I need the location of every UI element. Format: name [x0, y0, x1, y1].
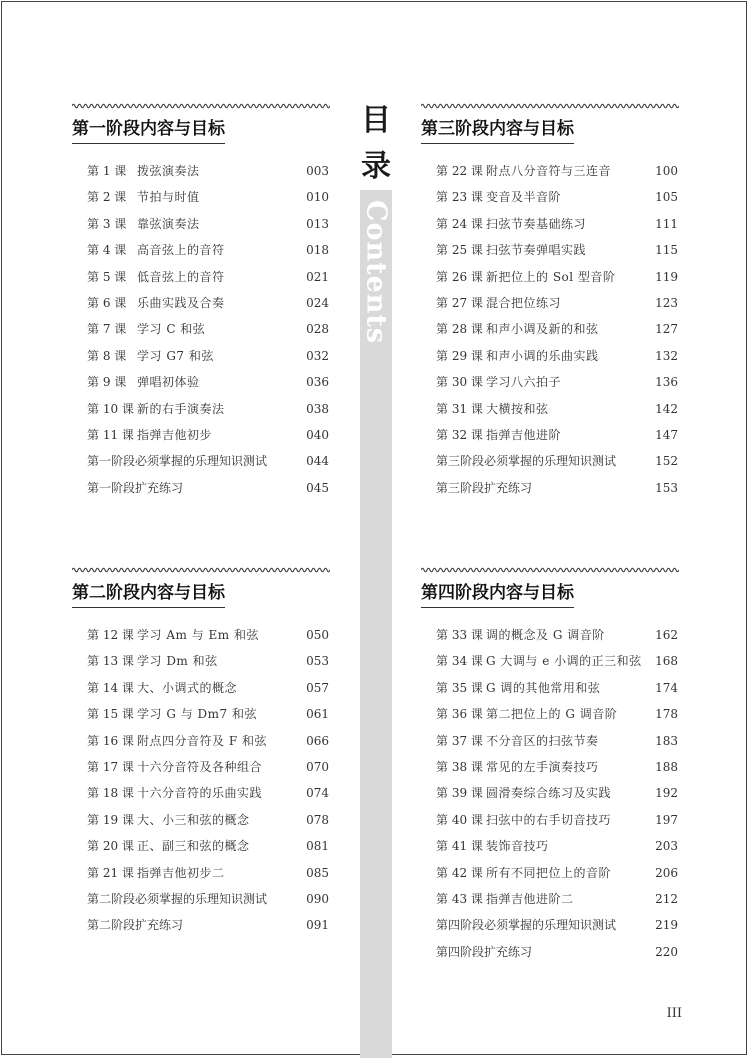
entry-title: 混合把位练习 — [486, 295, 562, 310]
toc-entry[interactable] — [87, 321, 329, 347]
entry-title: G 调的其他常用和弦 — [486, 680, 601, 695]
entry-page-number: 132 — [655, 348, 678, 363]
toc-entry[interactable] — [87, 865, 329, 891]
toc-entry[interactable] — [436, 785, 678, 811]
toc-entry[interactable] — [436, 480, 678, 506]
toc-entry[interactable] — [87, 427, 329, 453]
toc-entry[interactable] — [87, 785, 329, 811]
lesson-number: 第 5 课 — [87, 269, 127, 284]
lesson-number: 第 20 课 — [87, 839, 134, 854]
entry-page-number: 061 — [306, 707, 329, 722]
entry-page-number: 168 — [655, 654, 678, 669]
lesson-number: 第 38 课 — [436, 759, 483, 774]
toc-entry[interactable] — [87, 812, 329, 838]
entry-title: 第二阶段必须掌握的乐理知识测试 — [87, 891, 268, 906]
toc-entry[interactable] — [87, 295, 329, 321]
toc-entry[interactable] — [436, 374, 678, 400]
entry-title: 大横按和弦 — [486, 401, 549, 416]
toc-entry[interactable] — [436, 242, 678, 268]
toc-entry[interactable] — [87, 348, 329, 374]
entry-page-number: 152 — [655, 454, 678, 469]
entry-page-number: 203 — [655, 839, 678, 854]
toc-entry[interactable] — [436, 189, 678, 215]
entry-page-number: 115 — [655, 243, 678, 258]
entry-title: 十六分音符及各种组合 — [137, 759, 263, 774]
entry-title: 学习八六拍子 — [486, 375, 562, 390]
toc-list — [87, 163, 329, 506]
lesson-number: 第 12 课 — [87, 628, 134, 642]
entry-page-number: 070 — [306, 759, 329, 774]
entry-page-number: 053 — [306, 654, 329, 669]
toc-entry[interactable] — [436, 865, 678, 891]
lesson-number: 第 33 课 — [436, 628, 483, 642]
entry-page-number: 045 — [306, 480, 329, 495]
entry-title: 常见的左手演奏技巧 — [486, 759, 599, 774]
entry-title: 学习 C 和弦 — [137, 322, 206, 337]
entry-page-number: 178 — [655, 707, 678, 722]
lesson-number: 第 1 课 — [87, 164, 127, 178]
entry-page-number: 162 — [655, 628, 678, 642]
entry-title: 高音弦上的音符 — [137, 243, 225, 258]
toc-entry[interactable] — [436, 733, 678, 759]
toc-entry[interactable] — [436, 163, 678, 189]
toc-entry[interactable] — [87, 891, 329, 917]
lesson-number: 第 19 课 — [87, 812, 134, 827]
section-title: 第四阶段内容与目标 — [421, 582, 574, 608]
lesson-number: 第 11 课 — [87, 427, 134, 442]
entry-title: 十六分音符的乐曲实践 — [137, 786, 263, 801]
entry-page-number: 153 — [655, 480, 678, 495]
lesson-number: 第 21 课 — [87, 865, 134, 880]
entry-title: 学习 Am 与 Em 和弦 — [137, 628, 259, 642]
toc-entry[interactable] — [436, 653, 678, 679]
entry-title: 指弹吉他初步 — [137, 427, 213, 442]
contents-vertical-label: Contents — [360, 200, 392, 345]
lesson-number: 第 29 课 — [436, 348, 483, 363]
entry-page-number: 220 — [655, 944, 678, 959]
lesson-number: 第 8 课 — [87, 348, 127, 363]
lesson-number: 第 22 课 — [436, 164, 483, 178]
entry-page-number: 044 — [306, 454, 329, 469]
lesson-number: 第 24 课 — [436, 216, 483, 231]
entry-title: 装饰音技巧 — [486, 839, 549, 854]
toc-entry[interactable] — [436, 348, 678, 374]
lesson-number: 第 23 课 — [436, 190, 483, 205]
entry-title: 学习 Dm 和弦 — [137, 654, 218, 669]
entry-title: 学习 G7 和弦 — [137, 348, 214, 363]
lesson-number: 第 41 课 — [436, 839, 483, 854]
entry-title: 指弹吉他初步二 — [137, 865, 225, 880]
lesson-number: 第 14 课 — [87, 680, 134, 695]
entry-page-number: 018 — [306, 243, 329, 258]
lesson-number: 第 25 课 — [436, 243, 483, 258]
toc-entry[interactable] — [87, 733, 329, 759]
toc-entry[interactable] — [87, 374, 329, 400]
toc-entry[interactable] — [436, 401, 678, 427]
entry-title: 第四阶段必须掌握的乐理知识测试 — [436, 918, 617, 933]
lesson-number: 第 2 课 — [87, 190, 127, 205]
toc-entry[interactable] — [436, 917, 678, 943]
entry-page-number: 038 — [306, 401, 329, 416]
entry-page-number: 119 — [655, 269, 678, 284]
toc-title-char-1: 目 — [361, 103, 391, 138]
entry-title: 第一阶段扩充练习 — [87, 480, 184, 495]
lesson-number: 第 32 课 — [436, 427, 483, 442]
entry-title: 扫弦中的右手切音技巧 — [486, 812, 612, 827]
lesson-number: 第 31 课 — [436, 401, 483, 416]
entry-title: 第二阶段扩充练习 — [87, 918, 184, 933]
entry-title: 节拍与时值 — [137, 190, 200, 205]
lesson-number: 第 30 课 — [436, 375, 483, 390]
toc-list — [87, 627, 329, 944]
toc-entry[interactable] — [87, 401, 329, 427]
entry-page-number: 013 — [306, 216, 329, 231]
entry-title: 大、小三和弦的概念 — [137, 812, 250, 827]
toc-entry[interactable] — [87, 269, 329, 295]
wave-divider — [72, 102, 330, 110]
lesson-number: 第 16 课 — [87, 733, 134, 748]
entry-title: 新把位上的 Sol 型音阶 — [486, 269, 616, 284]
entry-title: 附点八分音符与三连音 — [486, 164, 612, 178]
toc-entry[interactable] — [87, 838, 329, 864]
lesson-number: 第 3 课 — [87, 216, 127, 231]
toc-entry[interactable] — [87, 242, 329, 268]
entry-title: 变音及半音阶 — [486, 190, 562, 205]
entry-title: 低音弦上的音符 — [137, 269, 225, 284]
entry-page-number: 090 — [306, 891, 329, 906]
toc-entry[interactable] — [436, 269, 678, 295]
lesson-number: 第 10 课 — [87, 401, 134, 416]
lesson-number: 第 15 课 — [87, 707, 134, 722]
entry-title: 第一阶段必须掌握的乐理知识测试 — [87, 454, 268, 469]
toc-entry[interactable] — [87, 680, 329, 706]
toc-entry[interactable] — [436, 680, 678, 706]
entry-page-number: 036 — [306, 375, 329, 390]
toc-entry[interactable] — [436, 453, 678, 479]
entry-title: 弹唱初体验 — [137, 375, 200, 390]
entry-title: 调的概念及 G 调音阶 — [486, 628, 605, 642]
section-title: 第二阶段内容与目标 — [72, 582, 225, 608]
lesson-number: 第 37 课 — [436, 733, 483, 748]
entry-page-number: 192 — [655, 786, 678, 801]
lesson-number: 第 40 课 — [436, 812, 483, 827]
lesson-number: 第 4 课 — [87, 243, 127, 258]
toc-entry[interactable] — [87, 759, 329, 785]
entry-page-number: 032 — [306, 348, 329, 363]
toc-entry[interactable] — [436, 706, 678, 732]
entry-page-number: 142 — [655, 401, 678, 416]
entry-page-number: 206 — [655, 865, 678, 880]
toc-title-char-2: 录 — [361, 149, 391, 184]
section-stage-1 — [72, 102, 330, 495]
entry-page-number: 091 — [306, 918, 329, 933]
toc-entry[interactable] — [87, 453, 329, 479]
entry-page-number: 003 — [306, 164, 329, 178]
section-stage-4 — [421, 566, 679, 959]
section-stage-3 — [421, 102, 679, 495]
toc-entry[interactable] — [87, 917, 329, 943]
entry-page-number: 074 — [306, 786, 329, 801]
entry-page-number: 212 — [655, 891, 678, 906]
entry-page-number: 066 — [306, 733, 329, 748]
entry-page-number: 174 — [655, 680, 678, 695]
entry-title: 新的右手演奏法 — [137, 401, 225, 416]
lesson-number: 第 9 课 — [87, 375, 127, 390]
toc-entry[interactable] — [436, 627, 678, 653]
lesson-number: 第 39 课 — [436, 786, 483, 801]
entry-title: 正、副三和弦的概念 — [137, 839, 250, 854]
toc-entry[interactable] — [436, 944, 678, 970]
entry-page-number: 024 — [306, 295, 329, 310]
entry-title: 第三阶段必须掌握的乐理知识测试 — [436, 454, 617, 469]
entry-title: 大、小调式的概念 — [137, 680, 238, 695]
lesson-number: 第 28 课 — [436, 322, 483, 337]
lesson-number: 第 34 课 — [436, 654, 483, 669]
toc-entry[interactable] — [87, 216, 329, 242]
entry-page-number: 111 — [655, 216, 678, 231]
entry-title: 第二把位上的 G 调音阶 — [486, 707, 618, 722]
wave-divider — [421, 566, 679, 574]
entry-page-number: 136 — [655, 375, 678, 390]
toc-entry[interactable] — [87, 189, 329, 215]
toc-entry[interactable] — [87, 653, 329, 679]
entry-title: 扫弦节奏弹唱实践 — [486, 243, 587, 258]
entry-page-number: 085 — [306, 865, 329, 880]
section-title: 第一阶段内容与目标 — [72, 118, 225, 144]
entry-page-number: 081 — [306, 839, 329, 854]
toc-entry[interactable] — [436, 427, 678, 453]
entry-title: 靠弦演奏法 — [137, 216, 200, 231]
entry-page-number: 100 — [655, 164, 678, 178]
lesson-number: 第 35 课 — [436, 680, 483, 695]
lesson-number: 第 18 课 — [87, 786, 134, 801]
lesson-number: 第 27 课 — [436, 295, 483, 310]
wave-divider — [421, 102, 679, 110]
toc-list — [436, 163, 678, 506]
lesson-number: 第 17 课 — [87, 759, 134, 774]
entry-page-number: 147 — [655, 427, 678, 442]
toc-entry[interactable] — [87, 706, 329, 732]
entry-title: G 大调与 e 小调的正三和弦 — [486, 654, 642, 669]
entry-page-number: 123 — [655, 295, 678, 310]
entry-title: 乐曲实践及合奏 — [137, 295, 225, 310]
toc-entry[interactable] — [436, 295, 678, 321]
entry-page-number: 105 — [655, 190, 678, 205]
entry-page-number: 028 — [306, 322, 329, 337]
toc-list — [436, 627, 678, 970]
entry-page-number: 010 — [306, 190, 329, 205]
entry-title: 圆滑奏综合练习及实践 — [486, 786, 612, 801]
toc-entry[interactable] — [87, 480, 329, 506]
wave-divider — [72, 566, 330, 574]
entry-title: 不分音区的扫弦节奏 — [486, 733, 599, 748]
entry-page-number: 050 — [306, 628, 329, 642]
entry-title: 学习 G 与 Dm7 和弦 — [137, 707, 257, 722]
entry-page-number: 040 — [306, 427, 329, 442]
section-title: 第三阶段内容与目标 — [421, 118, 574, 144]
section-stage-2 — [72, 566, 330, 933]
entry-title: 附点四分音符及 F 和弦 — [137, 733, 267, 748]
entry-title: 和声小调的乐曲实践 — [486, 348, 599, 363]
entry-title: 第四阶段扩充练习 — [436, 944, 533, 959]
toc-entry[interactable] — [436, 321, 678, 347]
lesson-number: 第 26 课 — [436, 269, 483, 284]
entry-title: 所有不同把位上的音阶 — [486, 865, 612, 880]
entry-title: 和声小调及新的和弦 — [486, 322, 599, 337]
entry-page-number: 197 — [655, 812, 678, 827]
lesson-number: 第 43 课 — [436, 891, 483, 906]
lesson-number: 第 7 课 — [87, 322, 127, 337]
toc-entry[interactable] — [436, 216, 678, 242]
toc-entry[interactable] — [436, 891, 678, 917]
toc-entry[interactable] — [436, 838, 678, 864]
toc-entry[interactable] — [87, 627, 329, 653]
toc-entry[interactable] — [436, 812, 678, 838]
toc-entry[interactable] — [436, 759, 678, 785]
entry-title: 第三阶段扩充练习 — [436, 480, 533, 495]
entry-page-number: 188 — [655, 759, 678, 774]
entry-page-number: 183 — [655, 733, 678, 748]
toc-entry[interactable] — [87, 163, 329, 189]
entry-title: 拨弦演奏法 — [137, 164, 200, 178]
entry-title: 指弹吉他进阶 — [486, 427, 562, 442]
entry-title: 扫弦节奏基础练习 — [486, 216, 587, 231]
entry-page-number: 078 — [306, 812, 329, 827]
entry-page-number: 021 — [306, 269, 329, 284]
page-number: III — [666, 1006, 682, 1021]
lesson-number: 第 6 课 — [87, 295, 127, 310]
lesson-number: 第 13 课 — [87, 654, 134, 669]
lesson-number: 第 42 课 — [436, 865, 483, 880]
entry-page-number: 219 — [655, 918, 678, 933]
entry-title: 指弹吉他进阶二 — [486, 891, 574, 906]
entry-page-number: 127 — [655, 322, 678, 337]
lesson-number: 第 36 课 — [436, 707, 483, 722]
entry-page-number: 057 — [306, 680, 329, 695]
